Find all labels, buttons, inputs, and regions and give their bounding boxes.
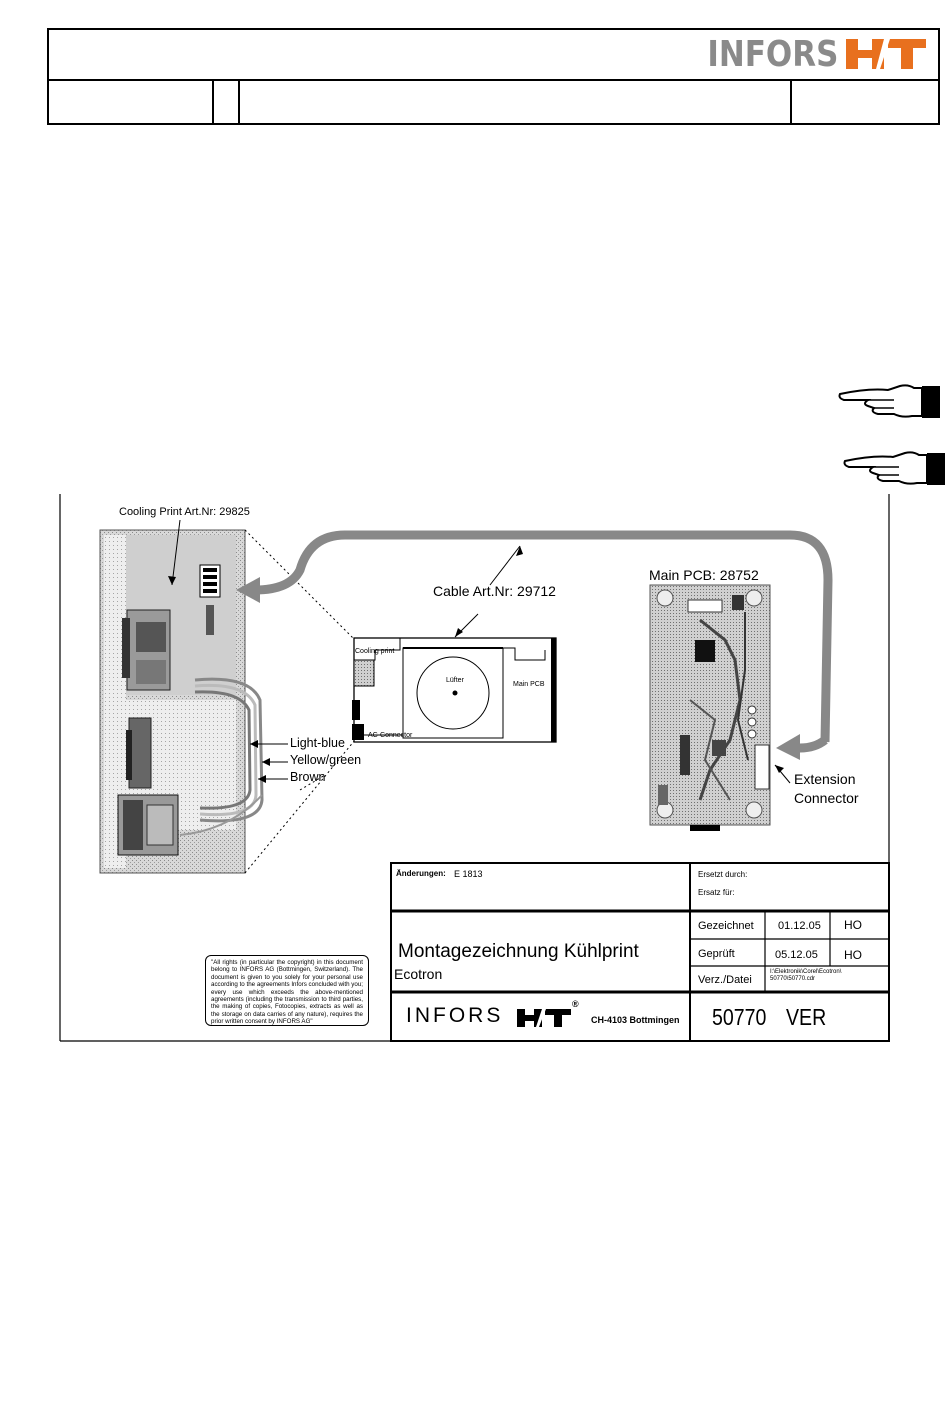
verz-value-line2: 50770\50770.cdr <box>770 976 816 982</box>
cooling-unit-housing <box>100 530 262 873</box>
drawing-title: Montagezeichnung Kühlprint <box>398 941 639 962</box>
inset-cooling-print-label: Cooling print <box>355 648 395 655</box>
company-name: INFORS <box>406 1004 504 1027</box>
verz-value-line1: I:\Elektronik\Corel\Ecotron\ <box>770 969 842 975</box>
wire-light-blue-label: Light-blue <box>290 736 345 750</box>
aenderungen-label: Änderungen: <box>396 869 446 878</box>
main-pcb-drawing <box>650 585 770 831</box>
registered-mark: ® <box>572 999 579 1009</box>
title-block <box>390 862 890 1042</box>
geprueft-by: HO <box>844 948 862 962</box>
drawing-subtitle: Ecotron <box>394 966 443 982</box>
extension-connector-label-line2: Connector <box>794 790 859 806</box>
geprueft-date: 05.12.05 <box>775 949 818 961</box>
cable-label: Cable Art.Nr: 29712 <box>433 583 556 599</box>
drawing-suffix: VER <box>786 1004 827 1030</box>
inset-main-pcb-label: Main PCB <box>513 681 545 688</box>
ht-logo-icon <box>516 1008 572 1028</box>
cooling-print-label: Cooling Print Art.Nr: 29825 <box>119 506 250 518</box>
wire-brown-label: Brown <box>290 770 326 784</box>
main-pcb-label: Main PCB: 28752 <box>649 567 759 583</box>
gezeichnet-date: 01.12.05 <box>778 920 821 932</box>
extension-connector-label-line1: Extension <box>794 771 856 787</box>
verz-label: Verz./Datei <box>698 974 752 986</box>
gezeichnet-label: Gezeichnet <box>698 920 754 932</box>
drawing-number: 50770 <box>712 1004 767 1030</box>
company-location: CH-4103 Bottmingen <box>591 1015 680 1025</box>
logo-text: INFORS <box>706 33 838 75</box>
aenderungen-value: E 1813 <box>454 869 483 879</box>
ersatz-fuer-label: Ersatz für: <box>698 888 735 897</box>
inset-ac-connector-label: AC-Connector <box>368 732 413 739</box>
inset-luefter-label: Lüfter <box>446 677 464 684</box>
copyright-note: "All rights (in particular the copyright) in this document belong to INFORS AG (Bottmingen, Switzerland). The document is given to you solely for your personal use according to the agreements Infors concluded with you; every use which exceeds the above-mentioned agreements (including the transmission to third parties, the making of copies, Fotocopies, extracts as well as the storage on data carries of any nature), requires the prior written consent by INFORS AG" <box>205 955 369 1026</box>
ersetzt-durch-label: Ersetzt durch: <box>698 870 748 879</box>
geprueft-label: Geprüft <box>698 948 735 960</box>
wire-yellow-green-label: Yellow/green <box>290 753 362 767</box>
gezeichnet-by: HO <box>844 918 862 932</box>
